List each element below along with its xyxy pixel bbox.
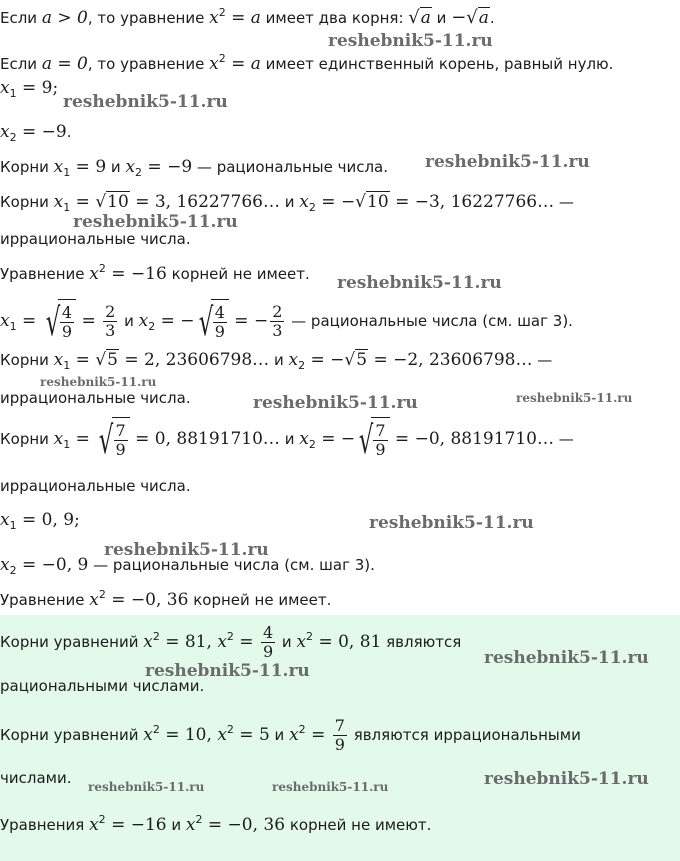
math: = √ xyxy=(70,192,107,212)
exponent: 2 xyxy=(152,723,160,736)
watermark: reshebnik5-11.ru xyxy=(328,31,493,51)
fraction xyxy=(103,303,117,340)
math: = xyxy=(305,725,331,745)
math: = −9 xyxy=(142,157,193,177)
text-line-7 xyxy=(0,229,191,249)
math: = √ xyxy=(70,350,107,370)
subscript: 1 xyxy=(63,438,71,451)
watermark: reshebnik5-11.ru xyxy=(40,375,157,389)
radicand: 5 xyxy=(356,350,368,370)
text: и xyxy=(166,816,186,834)
math: = a xyxy=(225,8,261,28)
text-line-4 xyxy=(0,122,72,142)
math: x xyxy=(89,590,99,610)
text-line-2 xyxy=(0,54,613,74)
text: числами. xyxy=(0,769,72,787)
exponent: 2 xyxy=(306,630,314,643)
sqrt-body xyxy=(371,417,389,462)
text: Корни xyxy=(0,193,54,211)
text: иррациональные числа. xyxy=(0,230,191,248)
exponent: 2 xyxy=(98,262,106,275)
denominator: 3 xyxy=(272,321,283,340)
text-line-12 xyxy=(0,417,574,462)
math: = −0, 9 xyxy=(16,555,89,575)
text: , то уравнение xyxy=(87,55,210,73)
math: = −0, 36 xyxy=(105,590,189,610)
fraction xyxy=(213,304,227,341)
text: Корни уравнений xyxy=(0,726,144,744)
text-line-1 xyxy=(0,8,495,28)
fraction xyxy=(114,422,128,459)
subscript: 1 xyxy=(9,87,17,100)
text: являются xyxy=(381,633,462,651)
text-line-13 xyxy=(0,476,191,496)
math: = − xyxy=(155,311,195,331)
math: x xyxy=(289,725,299,745)
text: и xyxy=(119,312,139,330)
text: — xyxy=(553,430,574,448)
numerator: 7 xyxy=(334,716,345,735)
text: Если xyxy=(0,9,42,27)
watermark: reshebnik5-11.ru xyxy=(272,780,389,794)
text: иррациональные числа. xyxy=(0,477,191,495)
math: x xyxy=(217,632,227,652)
math: x xyxy=(299,429,309,449)
math: = xyxy=(233,632,259,652)
math: x xyxy=(0,122,10,142)
watermark: reshebnik5-11.ru xyxy=(484,648,649,668)
subscript: 2 xyxy=(308,438,316,451)
sqrt-sign: −√ xyxy=(451,7,478,28)
math: = 5 xyxy=(233,725,270,745)
subscript: 2 xyxy=(148,320,156,333)
math: x xyxy=(89,815,99,835)
text: Корни xyxy=(0,158,54,176)
watermark: reshebnik5-11.ru xyxy=(425,152,590,172)
text-line-5 xyxy=(0,157,388,177)
subscript: 1 xyxy=(9,320,17,333)
text: Уравнение xyxy=(0,591,90,609)
math: x xyxy=(89,264,99,284)
text-line-14 xyxy=(0,510,80,530)
text: рациональными числами. xyxy=(0,677,205,695)
text-line-11 xyxy=(0,388,191,408)
text: корней не имеет. xyxy=(166,265,310,283)
text: — xyxy=(532,351,553,369)
text-line-10 xyxy=(0,350,552,370)
watermark: reshebnik5-11.ru xyxy=(484,769,649,789)
watermark: reshebnik5-11.ru xyxy=(337,273,502,293)
math: = −9 xyxy=(16,122,67,142)
text: — рациональные числа (см. шаг 3). xyxy=(88,556,375,574)
denominator: 9 xyxy=(375,440,386,459)
numerator: 7 xyxy=(375,421,386,440)
math: x xyxy=(53,157,64,177)
math: = 81, xyxy=(159,632,218,652)
text: и xyxy=(106,158,126,176)
subscript: 2 xyxy=(308,201,316,214)
math: x xyxy=(209,8,219,28)
text-line-3 xyxy=(0,78,58,98)
exponent: 2 xyxy=(218,52,226,65)
watermark: reshebnik5-11.ru xyxy=(516,391,633,405)
math: x xyxy=(53,192,64,212)
numerator: 7 xyxy=(115,421,126,440)
math: x xyxy=(288,350,299,370)
exponent: 2 xyxy=(226,630,234,643)
numerator: 4 xyxy=(262,623,274,642)
text: Если xyxy=(0,55,42,73)
text: и xyxy=(269,726,290,744)
math: a > 0 xyxy=(41,8,88,28)
text-line-9 xyxy=(0,299,573,344)
math: = −√ xyxy=(305,350,356,370)
math: x xyxy=(0,311,10,331)
math: = xyxy=(70,429,96,449)
math: = 9; xyxy=(16,78,59,98)
numerator: 2 xyxy=(105,302,116,321)
math: x xyxy=(299,192,309,212)
radicand: 10 xyxy=(107,192,129,212)
exponent: 2 xyxy=(298,723,306,736)
radicand: a xyxy=(478,8,489,28)
text: и xyxy=(277,633,297,651)
text: и xyxy=(269,351,289,369)
sqrt-body xyxy=(211,299,229,344)
math: = 0, 81 xyxy=(313,632,382,652)
sqrt-body xyxy=(58,299,76,344)
text: Корни xyxy=(0,430,54,448)
sqrt-sign: √ xyxy=(198,299,213,344)
math: = 3, 16227766… xyxy=(129,192,280,212)
text: имеет единственный корень, равный нулю. xyxy=(260,55,614,73)
text: и xyxy=(280,193,300,211)
subscript: 2 xyxy=(298,359,306,372)
fraction xyxy=(373,422,387,459)
math: = a xyxy=(225,54,261,74)
math: = −√ xyxy=(315,192,367,212)
text: Корни уравнений xyxy=(0,633,144,651)
math: = − xyxy=(315,429,356,449)
text-line-17 xyxy=(0,620,461,664)
math: = −3, 16227766… xyxy=(389,192,555,212)
numerator: 4 xyxy=(61,303,73,322)
text: Уравнение xyxy=(0,265,90,283)
text: корней не имеет. xyxy=(188,591,332,609)
fraction xyxy=(270,303,284,340)
sqrt-sign: √ xyxy=(358,417,374,462)
math: = −2, 23606798… xyxy=(368,350,533,370)
text: , то уравнение xyxy=(87,9,210,27)
subscript: 2 xyxy=(9,131,17,144)
math: = 0, 88191710… xyxy=(129,429,280,449)
sqrt-sign: √ xyxy=(408,7,420,28)
text: — рациональные числа. xyxy=(192,158,389,176)
math: x xyxy=(138,311,149,331)
denominator: 9 xyxy=(214,322,225,341)
exponent: 2 xyxy=(226,723,234,736)
watermark: reshebnik5-11.ru xyxy=(369,513,534,533)
text: Уравнения xyxy=(0,816,90,834)
exponent: 2 xyxy=(98,588,106,601)
math: = 10, xyxy=(159,725,218,745)
exponent: 2 xyxy=(98,813,106,826)
text-line-20 xyxy=(0,768,71,788)
math: x xyxy=(0,510,10,530)
watermark: reshebnik5-11.ru xyxy=(73,212,238,232)
subscript: 2 xyxy=(9,564,17,577)
text: и xyxy=(279,430,300,448)
subscript: 1 xyxy=(63,166,71,179)
subscript: 2 xyxy=(135,166,143,179)
sqrt-sign: √ xyxy=(45,299,60,344)
sqrt-body xyxy=(112,417,130,462)
math: x xyxy=(0,555,10,575)
exponent: 2 xyxy=(195,813,203,826)
text: корней не имеют. xyxy=(285,816,432,834)
exponent: 2 xyxy=(218,6,226,19)
math: = 2, 23606798… xyxy=(118,350,270,370)
text: . xyxy=(489,9,495,27)
denominator: 9 xyxy=(334,735,345,754)
math: = 0, 9; xyxy=(16,510,80,530)
math: = −16 xyxy=(105,264,167,284)
math: = − xyxy=(228,311,269,331)
text-line-6 xyxy=(0,192,574,212)
text-line-19 xyxy=(0,713,581,757)
numerator: 2 xyxy=(272,302,283,321)
subscript: 1 xyxy=(9,519,17,532)
text: Корни xyxy=(0,351,54,369)
subscript: 1 xyxy=(63,201,71,214)
text-line-8 xyxy=(0,264,310,284)
watermark: reshebnik5-11.ru xyxy=(104,540,269,560)
watermark: reshebnik5-11.ru xyxy=(63,92,228,112)
fraction xyxy=(60,304,74,341)
watermark: reshebnik5-11.ru xyxy=(88,780,205,794)
math: = xyxy=(16,311,42,331)
text: имеет два корня: xyxy=(260,9,409,27)
math: = −16 xyxy=(105,815,167,835)
text: являются иррациональными xyxy=(348,726,581,744)
math: a = 0 xyxy=(41,54,88,74)
denominator: 9 xyxy=(115,440,126,459)
denominator: 9 xyxy=(61,322,73,341)
radicand: a xyxy=(420,8,431,28)
math: x xyxy=(296,632,307,652)
math: x xyxy=(53,429,64,449)
exponent: 2 xyxy=(152,630,160,643)
math: x xyxy=(143,632,153,652)
text-line-21 xyxy=(0,815,431,835)
math: x xyxy=(209,54,219,74)
subscript: 1 xyxy=(63,359,71,372)
math: x xyxy=(217,725,227,745)
math: x xyxy=(53,350,64,370)
math: x xyxy=(185,815,196,835)
radicand: 10 xyxy=(367,192,389,212)
text: — рациональные числа (см. шаг 3). xyxy=(286,312,573,330)
numerator: 4 xyxy=(214,303,225,322)
math: = −0, 88191710… xyxy=(389,429,554,449)
math: x xyxy=(143,725,153,745)
math: x xyxy=(125,157,136,177)
text: . xyxy=(66,123,72,141)
text-line-16 xyxy=(0,590,331,610)
math: = xyxy=(76,311,102,331)
denominator: 9 xyxy=(262,642,274,661)
fraction xyxy=(261,624,275,661)
fraction xyxy=(333,717,347,754)
math: = 9 xyxy=(70,157,107,177)
math: = −0, 36 xyxy=(202,815,286,835)
text: иррациональные числа. xyxy=(0,389,191,407)
radicand: 5 xyxy=(107,350,118,370)
sqrt-sign: √ xyxy=(99,417,114,462)
watermark: reshebnik5-11.ru xyxy=(253,393,418,413)
watermark: reshebnik5-11.ru xyxy=(145,661,310,681)
text: — xyxy=(554,193,574,211)
denominator: 3 xyxy=(105,321,116,340)
math: x xyxy=(0,78,10,98)
text: и xyxy=(431,9,452,27)
